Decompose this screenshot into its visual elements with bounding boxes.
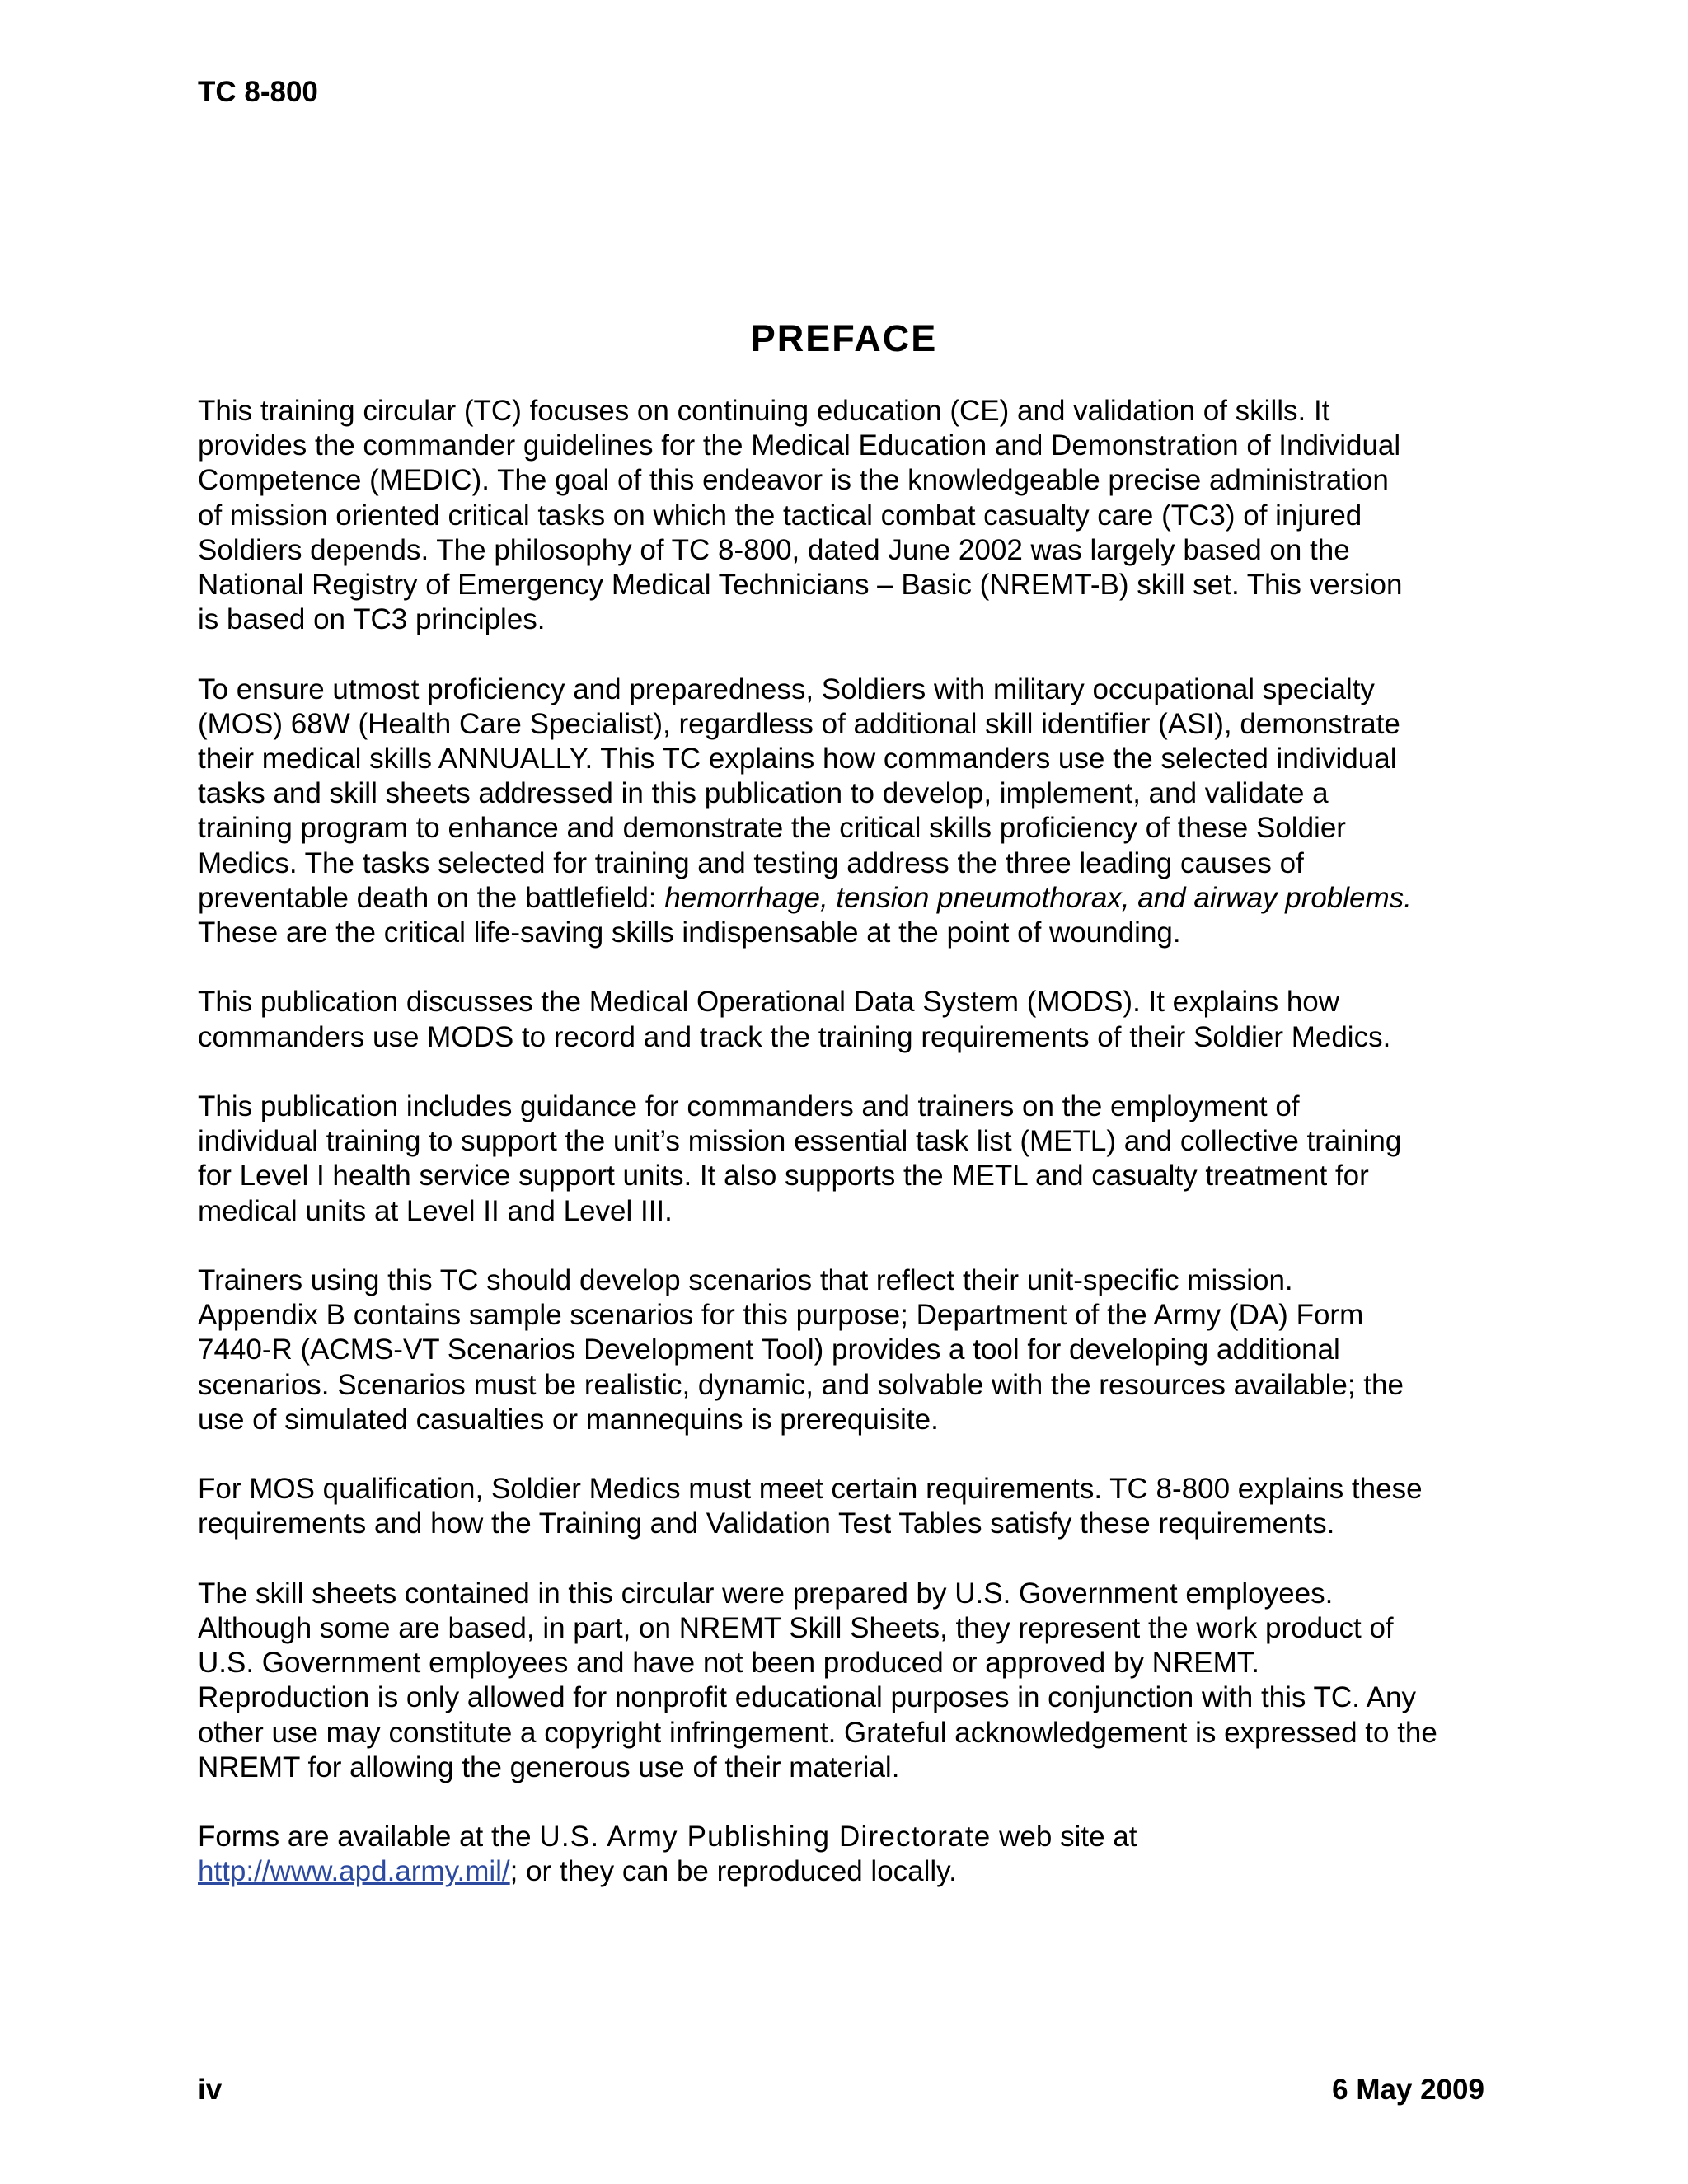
text-line bbox=[198, 1854, 1500, 1889]
text-line: requirements and how the Training and Validation Test Tables satisfy these requirements. bbox=[198, 1507, 1335, 1540]
text-line: National Registry of Emergency Medical Technicians – Basic (NREMT-B) skill set. This version bbox=[198, 569, 1403, 602]
text-line: For MOS qualification, Soldier Medics must meet certain requirements. TC 8-800 explains these bbox=[198, 1473, 1423, 1506]
text-line-prefix: Forms are available at the bbox=[198, 1821, 540, 1854]
text-line: individual training to support the unit’s mission essential task list (METL) and collective training bbox=[198, 1125, 1402, 1158]
text-line-suffix: web site at bbox=[991, 1821, 1137, 1854]
text-line-prefix: preventable death on the battlefield: bbox=[198, 881, 665, 914]
text-line: 7440-R (ACMS-VT Scenarios Development Tool) provides a tool for developing additional bbox=[198, 1333, 1340, 1366]
paragraph-5 bbox=[198, 1263, 1500, 1437]
text-line: U.S. Government employees and have not been produced or approved by NREMT. bbox=[198, 1647, 1259, 1680]
text-line: medical units at Level II and Level III. bbox=[198, 1194, 673, 1227]
publication-date: 6 May 2009 bbox=[1332, 2074, 1484, 2106]
text-line: tasks and skill sheets addressed in this publication to develop, implement, and validate a bbox=[198, 777, 1329, 810]
paragraph-2 bbox=[198, 673, 1500, 951]
text-line: is based on TC3 principles. bbox=[198, 603, 546, 636]
document-id-header: TC 8-800 bbox=[198, 76, 318, 108]
text-line: Competence (MEDIC). The goal of this endeavor is the knowledgeable precise administration bbox=[198, 464, 1389, 497]
text-line: Reproduction is only allowed for nonprofit educational purposes in conjunction with this TC. Any bbox=[198, 1681, 1416, 1714]
text-line: commanders use MODS to record and track the training requirements of their Soldier Medics. bbox=[198, 1020, 1391, 1053]
paragraph-4 bbox=[198, 1090, 1500, 1229]
text-line-suffix: ; or they can be reproduced locally. bbox=[509, 1855, 957, 1888]
text-line: of mission oriented critical tasks on which the tactical combat casualty care (TC3) of injured bbox=[198, 499, 1362, 532]
paragraph-6 bbox=[198, 1472, 1500, 1541]
text-line: Trainers using this TC should develop scenarios that reflect their unit-specific mission. bbox=[198, 1264, 1293, 1297]
text-line: Medics. The tasks selected for training and testing address the three leading causes of bbox=[198, 846, 1304, 879]
text-line: other use may constitute a copyright infringement. Grateful acknowledgement is expressed to the bbox=[198, 1716, 1437, 1749]
text-line: use of simulated casualties or mannequins is prerequisite. bbox=[198, 1403, 939, 1436]
text-line: This training circular (TC) focuses on continuing education (CE) and validation of skills. It bbox=[198, 395, 1330, 427]
text-line: Although some are based, in part, on NREMT Skill Sheets, they represent the work product of bbox=[198, 1612, 1394, 1645]
text-line: Appendix B contains sample scenarios for this purpose; Department of the Army (DA) Form bbox=[198, 1299, 1364, 1332]
text-line: for Level I health service support units. It also supports the METL and casualty treatment for bbox=[198, 1160, 1369, 1193]
text-line bbox=[198, 881, 1500, 916]
italic-causes-text: hemorrhage, tension pneumothorax, and airway problems. bbox=[664, 881, 1412, 914]
text-line: (MOS) 68W (Health Care Specialist), regardless of additional skill identifier (ASI), demonstrate bbox=[198, 707, 1400, 740]
preface-body bbox=[198, 394, 1500, 1924]
text-line: Soldiers depends. The philosophy of TC 8-800, dated June 2002 was largely based on the bbox=[198, 533, 1350, 566]
paragraph-8 bbox=[198, 1820, 1500, 1889]
text-line: their medical skills ANNUALLY. This TC explains how commanders use the selected individual bbox=[198, 743, 1397, 776]
page-number: iv bbox=[198, 2074, 223, 2106]
text-line: scenarios. Scenarios must be realistic, dynamic, and solvable with the resources available; the bbox=[198, 1368, 1404, 1401]
page-title: PREFACE bbox=[750, 317, 938, 359]
text-line: This publication includes guidance for commanders and trainers on the employment of bbox=[198, 1090, 1300, 1123]
publisher-name: U.S. Army Publishing Directorate bbox=[539, 1821, 992, 1854]
paragraph-1 bbox=[198, 394, 1500, 637]
text-line: This publication discusses the Medical Operational Data System (MODS). It explains how bbox=[198, 986, 1340, 1019]
paragraph-3 bbox=[198, 985, 1500, 1054]
paragraph-7 bbox=[198, 1577, 1500, 1785]
text-line bbox=[198, 1820, 1500, 1854]
apd-website-link[interactable]: http://www.apd.army.mil/ bbox=[198, 1855, 510, 1888]
text-line: training program to enhance and demonstrate the critical skills proficiency of these Soldier bbox=[198, 812, 1346, 845]
text-line: NREMT for allowing the generous use of their material. bbox=[198, 1750, 900, 1783]
text-line: provides the commander guidelines for the Medical Education and Demonstration of Individual bbox=[198, 429, 1401, 462]
text-line: To ensure utmost proficiency and preparedness, Soldiers with military occupational specialty bbox=[198, 673, 1375, 705]
text-line: The skill sheets contained in this circular were prepared by U.S. Government employees. bbox=[198, 1577, 1334, 1610]
text-line: These are the critical life-saving skills indispensable at the point of wounding. bbox=[198, 916, 1181, 949]
